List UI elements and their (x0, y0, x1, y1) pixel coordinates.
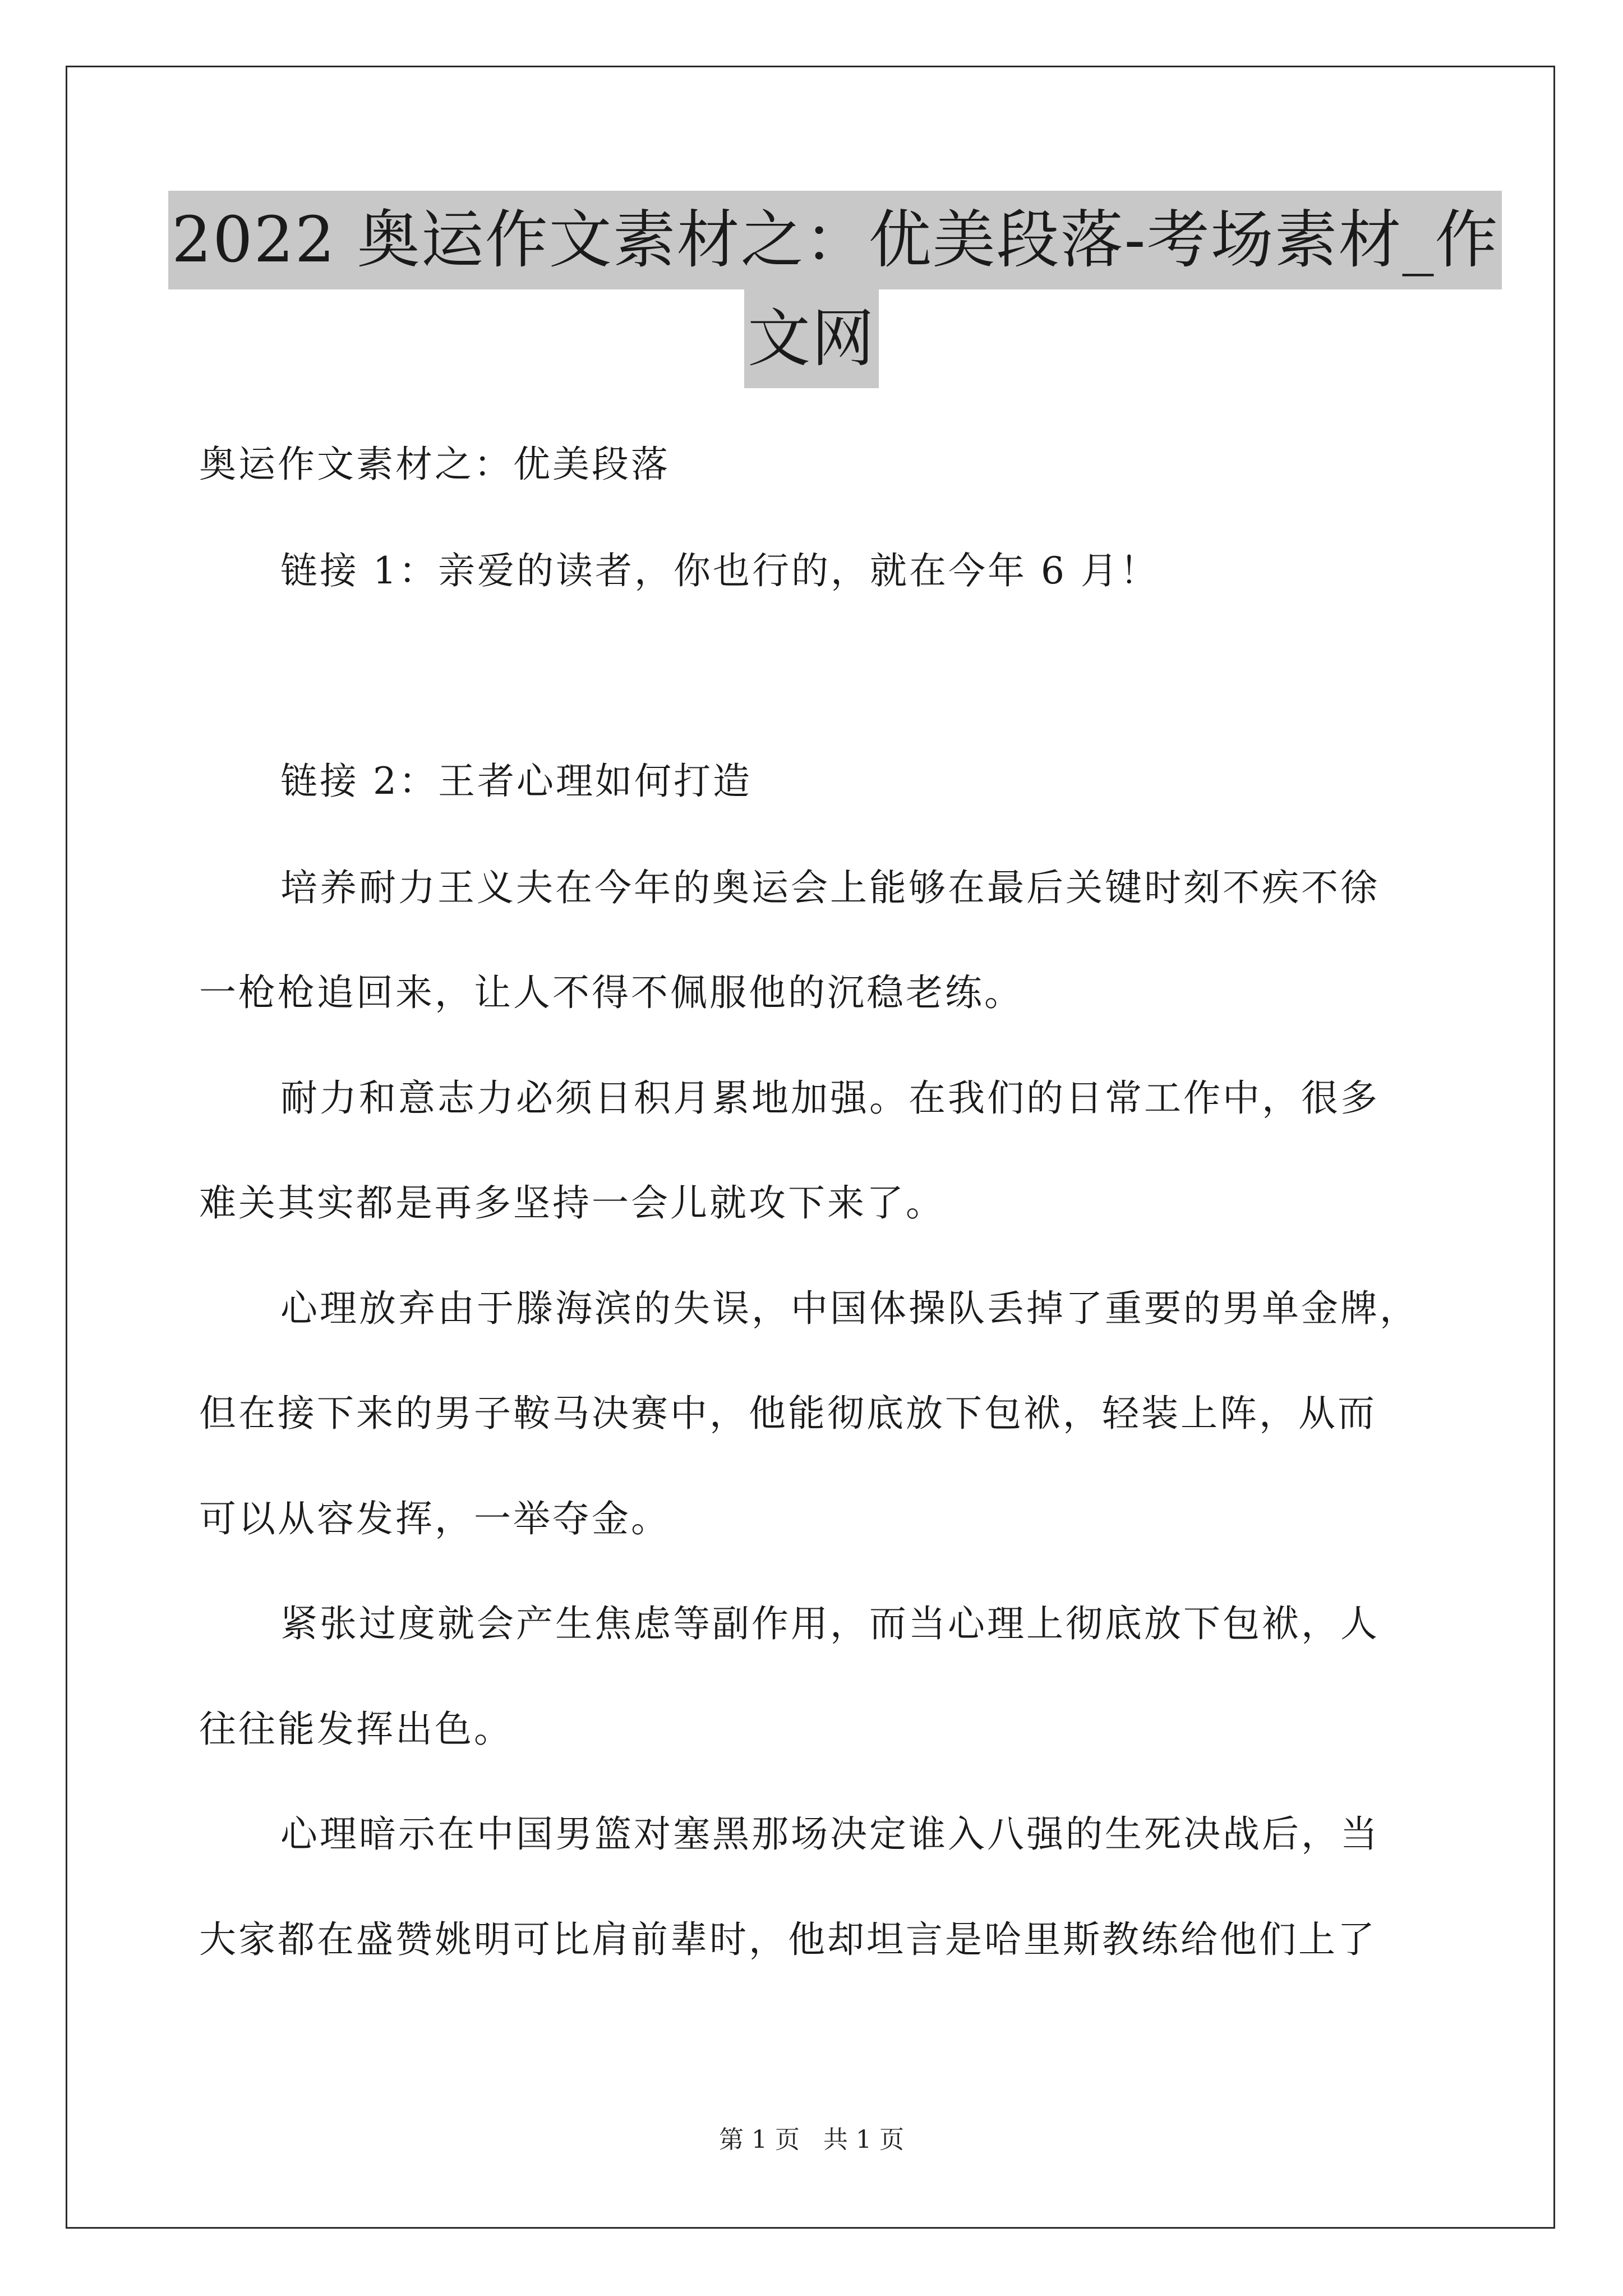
link-2-line: 链接 2：王者心理如何打造 (280, 760, 752, 803)
link-1-line: 链接 1：亲爱的读者，你也行的，就在今年 6 月！ (280, 549, 1159, 592)
paragraph-line: 可以从容发挥，一举夺金。 (199, 1497, 670, 1540)
paragraph-line: 一枪枪追回来，让人不得不佩服他的沉稳老练。 (199, 971, 1023, 1014)
paragraph-line: 但在接下来的男子鞍马决赛中，他能彻底放下包袱，轻装上阵，从而 (199, 1392, 1377, 1435)
paragraph-line: 耐力和意志力必须日积月累地加强。在我们的日常工作中，很多 (280, 1076, 1380, 1120)
page-number-current: 第 1 页 (719, 2125, 800, 2154)
paragraph-line: 培养耐力王义夫在今年的奥运会上能够在最后关键时刻不疾不徐 (280, 866, 1380, 909)
paragraph-line: 心理暗示在中国男篮对塞黑那场决定谁入八强的生死决战后，当 (280, 1812, 1380, 1856)
page-title (168, 191, 1499, 388)
page-border (66, 66, 1555, 2229)
paragraph-line: 紧张过度就会产生焦虑等副作用，而当心理上彻底放下包袱，人 (280, 1602, 1380, 1645)
title-line-1: 2022 奥运作文素材之：优美段落-考场素材_作 (168, 191, 1502, 289)
paragraph-line: 大家都在盛赞姚明可比肩前辈时，他却坦言是哈里斯教练给他们上了 (199, 1918, 1377, 1961)
paragraph-line: 往往能发挥出色。 (199, 1708, 513, 1751)
title-line-2: 文网 (744, 289, 879, 388)
page-footer (0, 2123, 1623, 2157)
paragraph-line: 心理放弃由于滕海滨的失误，中国体操队丢掉了重要的男单金牌， (280, 1287, 1419, 1330)
paragraph-line: 难关其实都是再多坚持一会儿就攻下来了。 (199, 1181, 945, 1225)
page-number-total: 共 1 页 (823, 2125, 904, 2154)
subtitle-line: 奥运作文素材之：优美段落 (199, 443, 670, 486)
